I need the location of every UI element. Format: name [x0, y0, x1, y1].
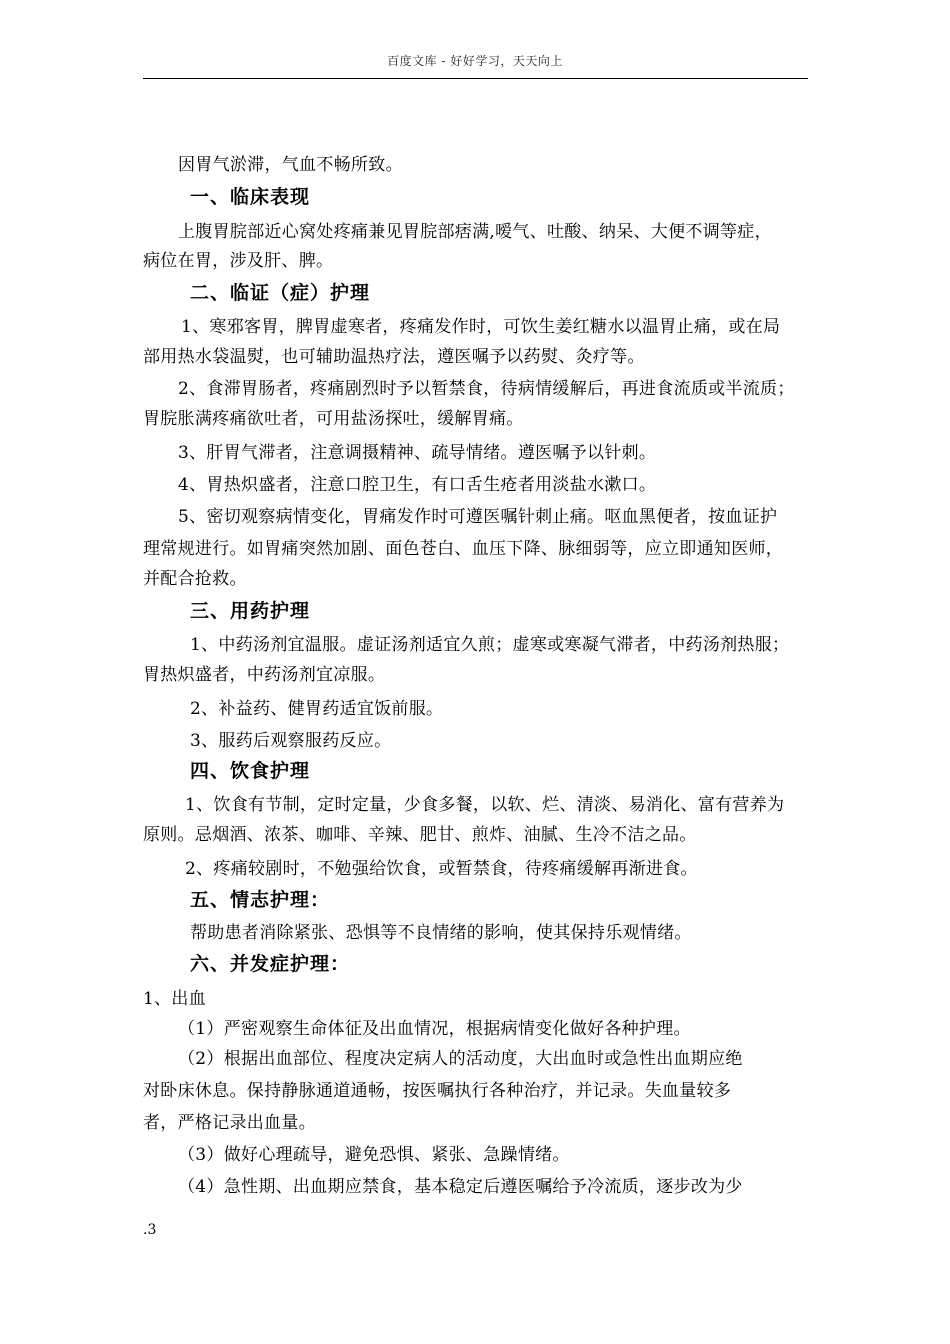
text-line: 2、食滞胃肠者，疼痛剧烈时予以暂禁食，待病情缓解后，再进食流质或半流质；	[178, 379, 795, 399]
text-line: 5、密切观察病情变化，胃痛发作时可遵医嘱针刺止痛。呕血黑便者，按血证护	[178, 507, 778, 527]
text-line: 1、寒邪客胃，脾胃虚寒者，疼痛发作时，可饮生姜红糖水以温胃止痛，或在局	[181, 317, 781, 337]
text-line: 部用热水袋温熨，也可辅助温热疗法，遵医嘱予以药熨、灸疗等。	[143, 347, 645, 367]
header-divider	[143, 78, 808, 79]
section-heading: 五、情志护理：	[190, 889, 331, 911]
text-line: 1、中药汤剂宜温服。虚证汤剂适宜久煎；虚寒或寒凝气滞者，中药汤剂热服；	[190, 635, 790, 655]
section-heading: 三、用药护理	[190, 600, 311, 622]
text-line: 胃脘胀满疼痛欲吐者，可用盐汤探吐，缓解胃痛。	[143, 409, 524, 429]
text-line: 病位在胃，涉及肝、脾。	[143, 251, 334, 271]
text-line: 1、饮食有节制，定时定量，少食多餐，以软、烂、清淡、易消化、富有营养为	[185, 795, 785, 815]
text-line: （2）根据出血部位、程度决定病人的活动度，大出血时或急性出血期应绝	[178, 1049, 743, 1069]
page-number: .3	[143, 1222, 157, 1238]
section-heading: 四、饮食护理	[190, 760, 311, 782]
text-line: 帮助患者消除紧张、恐惧等不良情绪的影响，使其保持乐观情绪。	[190, 923, 692, 943]
text-line: 上腹胃脘部近心窝处疼痛兼见胃脘部痞满,嗳气、吐酸、纳呆、大便不调等症，	[178, 222, 772, 242]
text-line: （1）严密观察生命体征及出血情况，根据病情变化做好各种护理。	[178, 1019, 691, 1039]
text-line: 并配合抢救。	[143, 569, 247, 589]
text-line: 胃热炽盛者，中药汤剂宜凉服。	[143, 665, 386, 685]
text-line: （3）做好心理疏导，避免恐惧、紧张、急躁情绪。	[178, 1145, 570, 1165]
text-line: 者，严格记录出血量。	[143, 1113, 316, 1133]
text-line: 原则。忌烟酒、浓茶、咖啡、辛辣、肥甘、煎炸、油腻、生冷不洁之品。	[143, 825, 697, 845]
text-line: （4）急性期、出血期应禁食，基本稳定后遵医嘱给予冷流质，逐步改为少	[178, 1177, 743, 1197]
text-line: 2、补益药、健胃药适宜饭前服。	[190, 699, 444, 719]
section-heading: 二、临证（症）护理	[190, 282, 371, 304]
text-line: 对卧床休息。保持静脉通道通畅，按医嘱执行各种治疗，并记录。失血量较多	[143, 1081, 732, 1101]
text-line: 4、胃热炽盛者，注意口腔卫生，有口舌生疮者用淡盐水漱口。	[178, 475, 657, 495]
text-line: 1、出血	[143, 989, 207, 1009]
section-heading: 一、临床表现	[190, 186, 311, 208]
text-line: 3、肝胃气滞者，注意调摄精神、疏导情绪。遵医嘱予以针刺。	[178, 443, 657, 463]
page-header-text: 百度文库 - 好好学习，天天向上	[387, 54, 563, 68]
section-heading: 六、并发症护理：	[190, 953, 351, 975]
text-line: 2、疼痛较剧时，不勉强给饮食，或暂禁食，待疼痛缓解再渐进食。	[185, 859, 698, 879]
text-line: 理常规进行。如胃痛突然加剧、面色苍白、血压下降、脉细弱等，应立即通知医师，	[143, 539, 784, 559]
text-line: 3、服药后观察服药反应。	[190, 731, 392, 751]
text-line: 因胃气淤滞，气血不畅所致。	[178, 155, 403, 175]
